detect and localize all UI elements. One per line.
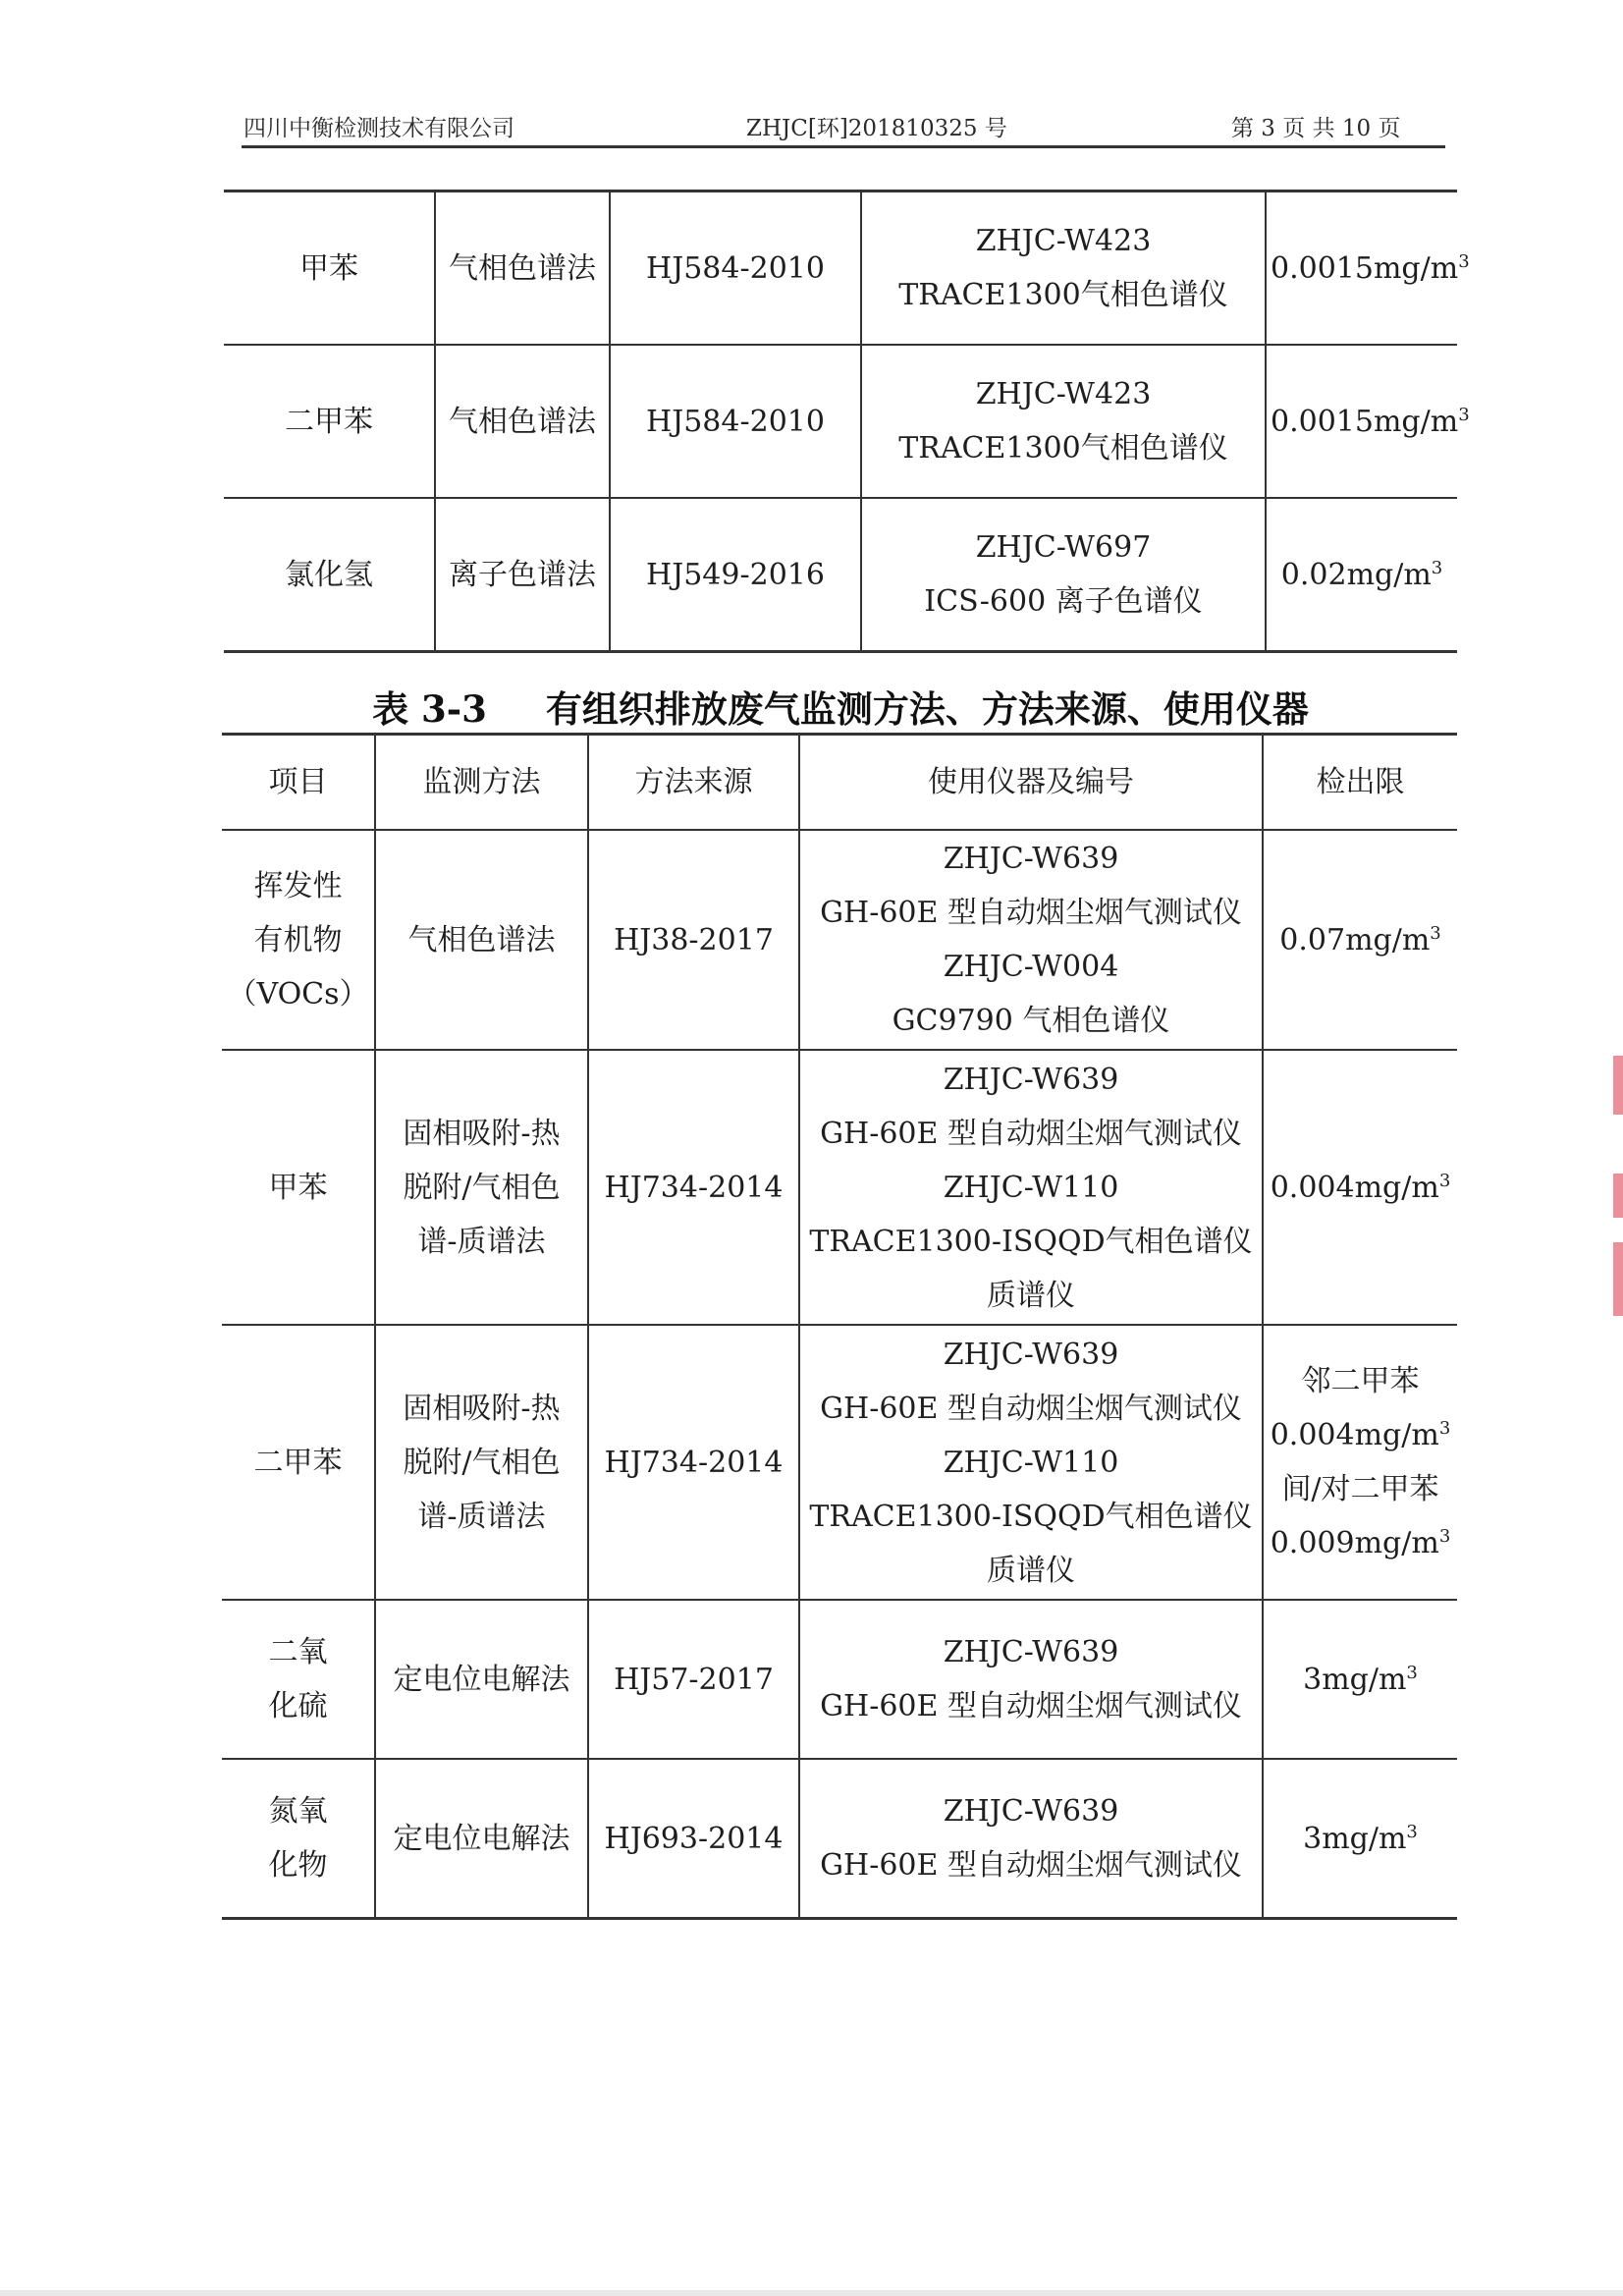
table-number: 表 3-3 [372, 687, 487, 731]
limit-superscript: 3 [1438, 1170, 1451, 1191]
header-company: 四川中衡检测技术有限公司 [243, 116, 514, 141]
source-cell: HJ584-2010 [610, 345, 861, 498]
limit-superscript: 3 [1406, 1662, 1418, 1683]
limit-superscript: 3 [1458, 250, 1470, 272]
limit-text: 0.02mg/m [1280, 557, 1432, 592]
limit-cell [1266, 191, 1470, 346]
limit-line [1268, 1812, 1453, 1866]
cell-line: ZHJC-W639 [943, 1337, 1119, 1372]
seal-stamp-fragment [1613, 1056, 1623, 1115]
limit-cell [1263, 830, 1457, 1050]
limit-text: 邻二甲苯 [1301, 1364, 1420, 1398]
cell-line: GH-60E 型自动烟尘烟气测试仪 [820, 1391, 1242, 1426]
table-row [222, 1759, 1457, 1919]
limit-superscript: 3 [1438, 1418, 1451, 1439]
cell-line: 气相色谱法 [407, 922, 556, 957]
cell-line: ZHJC-W639 [943, 842, 1119, 876]
limit-text: 间/对二甲苯 [1281, 1472, 1439, 1506]
cell-line: 挥发性 [253, 868, 343, 903]
table-title: 有组织排放废气监测方法、方法来源、使用仪器 [545, 687, 1309, 731]
limit-superscript: 3 [1431, 557, 1443, 578]
table-row [222, 830, 1457, 1050]
cell-line: 脱附/气相色 [403, 1445, 561, 1480]
instrument-line: TRACE1300气相色谱仪 [898, 431, 1228, 465]
item-cell [222, 1759, 375, 1919]
cell-line: TRACE1300-ISQQD气相色谱仪 [809, 1499, 1253, 1534]
method-cell [375, 830, 588, 1050]
instrument-cell [799, 1050, 1263, 1325]
source-cell: HJ734-2014 [588, 1050, 799, 1325]
instrument-cell [861, 191, 1266, 346]
limit-line [1268, 913, 1453, 967]
source-cell: HJ38-2017 [588, 830, 799, 1050]
seal-stamp-fragment [1613, 1242, 1623, 1316]
limit-line [1268, 1653, 1453, 1707]
method-cell [375, 1759, 588, 1919]
cell-line: ZHJC-W639 [943, 1062, 1119, 1097]
cell-line: ZHJC-W639 [943, 1635, 1119, 1669]
limit-line [1268, 1462, 1453, 1516]
table-row [224, 498, 1457, 652]
cell-line: 甲苯 [268, 1170, 328, 1205]
cell-line: 定电位电解法 [393, 1662, 570, 1697]
limit-cell [1263, 1759, 1457, 1919]
cell-line: ZHJC-W110 [943, 1170, 1119, 1205]
method-cell: 气相色谱法 [435, 191, 610, 346]
cell-line: TRACE1300-ISQQD气相色谱仪 [809, 1224, 1253, 1259]
column-header-instrument: 使用仪器及编号 [799, 735, 1263, 831]
source-cell: HJ693-2014 [588, 1759, 799, 1919]
limit-cell [1266, 498, 1457, 652]
table-row [224, 191, 1457, 346]
table-caption [224, 680, 1457, 733]
source-cell: HJ57-2017 [588, 1600, 799, 1759]
method-cell [375, 1325, 588, 1600]
table-row [222, 1050, 1457, 1325]
header-row [222, 735, 1457, 831]
instrument-cell [861, 345, 1266, 498]
seal-stamp-fragment [1613, 1174, 1623, 1218]
cell-line: （VOCs） [227, 976, 369, 1011]
limit-text: 0.07mg/m [1279, 922, 1431, 957]
item-cell [222, 1325, 375, 1600]
methods-table-continued [224, 190, 1470, 653]
header-rule [242, 145, 1445, 148]
column-header-item: 项目 [222, 735, 375, 831]
limit-superscript: 3 [1438, 1526, 1451, 1547]
column-header-source: 方法来源 [588, 735, 799, 831]
instrument-cell [861, 498, 1266, 652]
item-cell: 氯化氢 [224, 498, 435, 652]
limit-text: 0.009mg/m [1270, 1526, 1439, 1560]
instrument-line: ZHJC-W423 [975, 224, 1152, 258]
table-row [222, 1600, 1457, 1759]
cell-line: ZHJC-W110 [943, 1445, 1119, 1480]
limit-cell [1263, 1050, 1457, 1325]
source-cell: HJ584-2010 [610, 191, 861, 346]
cell-line: 脱附/气相色 [403, 1170, 561, 1205]
limit-line [1268, 1161, 1453, 1215]
cell-line: GH-60E 型自动烟尘烟气测试仪 [820, 1848, 1242, 1883]
limit-text: 0.004mg/m [1270, 1418, 1439, 1452]
limit-superscript: 3 [1458, 404, 1470, 425]
cell-line: 定电位电解法 [393, 1821, 570, 1856]
limit-cell [1263, 1325, 1457, 1600]
instrument-line: ICS-600 离子色谱仪 [924, 584, 1203, 619]
limit-superscript: 3 [1406, 1821, 1418, 1842]
cell-line: 有机物 [253, 922, 343, 957]
instrument-cell [799, 830, 1263, 1050]
instrument-cell [799, 1600, 1263, 1759]
instrument-line: ZHJC-W423 [975, 377, 1152, 411]
table-row [224, 345, 1457, 498]
cell-line: 氮氧 [268, 1794, 328, 1829]
instrument-line: TRACE1300气相色谱仪 [898, 278, 1228, 312]
organized-emission-methods-table [222, 733, 1457, 1920]
instrument-cell [799, 1325, 1263, 1600]
limit-line [1268, 1408, 1453, 1462]
cell-line: 质谱仪 [987, 1553, 1075, 1588]
cell-line: 固相吸附-热 [403, 1116, 561, 1151]
item-cell: 二甲苯 [224, 345, 435, 498]
limit-cell [1266, 345, 1470, 498]
limit-text: 3mg/m [1303, 1821, 1407, 1856]
cell-line: GC9790 气相色谱仪 [892, 1004, 1170, 1038]
cell-line: 质谱仪 [987, 1278, 1075, 1313]
source-cell: HJ549-2016 [610, 498, 861, 652]
item-cell [222, 1600, 375, 1759]
column-header-limit: 检出限 [1263, 735, 1457, 831]
limit-cell [1263, 1600, 1457, 1759]
item-cell [222, 830, 375, 1050]
limit-text: 0.0015mg/m [1271, 404, 1459, 439]
source-cell: HJ734-2014 [588, 1325, 799, 1600]
limit-text: 3mg/m [1303, 1662, 1407, 1697]
instrument-line: ZHJC-W697 [975, 530, 1152, 565]
limit-text: 0.0015mg/m [1271, 250, 1459, 286]
column-header-method: 监测方法 [375, 735, 588, 831]
header-page-info: 第 3 页 共 10 页 [1231, 116, 1401, 141]
cell-line: 谱-质谱法 [417, 1499, 546, 1534]
limit-superscript: 3 [1430, 922, 1441, 944]
header-report-number: ZHJC[环]201810325 号 [746, 116, 1007, 141]
item-cell: 甲苯 [224, 191, 435, 346]
limit-line [1268, 1354, 1453, 1408]
cell-line: 化硫 [268, 1689, 328, 1723]
cell-line: ZHJC-W004 [943, 950, 1119, 984]
cell-line: 二氧 [268, 1635, 328, 1669]
cell-line: 固相吸附-热 [403, 1391, 561, 1426]
cell-line: ZHJC-W639 [943, 1794, 1119, 1829]
limit-line [1268, 1516, 1453, 1570]
instrument-cell [799, 1759, 1263, 1919]
table-row [222, 1325, 1457, 1600]
cell-line: 谱-质谱法 [417, 1224, 546, 1259]
item-cell [222, 1050, 375, 1325]
cell-line: 化物 [268, 1848, 328, 1883]
cell-line: GH-60E 型自动烟尘烟气测试仪 [820, 1689, 1242, 1723]
method-cell [375, 1600, 588, 1759]
cell-line: GH-60E 型自动烟尘烟气测试仪 [820, 1116, 1242, 1151]
method-cell: 离子色谱法 [435, 498, 610, 652]
method-cell [375, 1050, 588, 1325]
limit-text: 0.004mg/m [1270, 1170, 1439, 1205]
scan-edge [0, 2290, 1623, 2296]
method-cell: 气相色谱法 [435, 345, 610, 498]
cell-line: 二甲苯 [253, 1445, 343, 1480]
cell-line: GH-60E 型自动烟尘烟气测试仪 [820, 896, 1242, 930]
